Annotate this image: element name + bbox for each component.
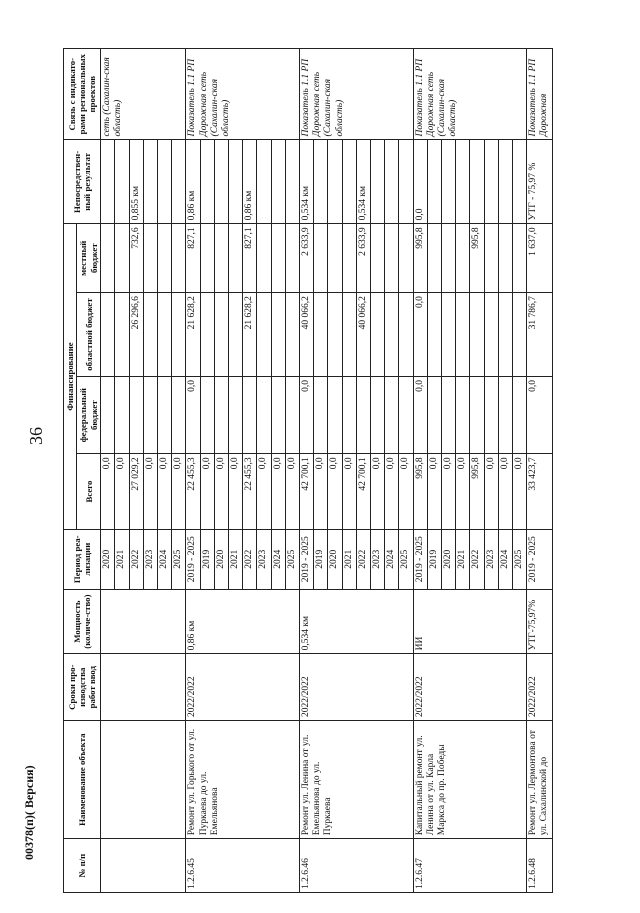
result-cell bbox=[157, 140, 171, 224]
regional-cell bbox=[399, 293, 413, 377]
result-cell bbox=[115, 140, 129, 224]
year-cell: 2023 bbox=[257, 529, 271, 589]
header-name: Наименование объекта bbox=[64, 721, 101, 839]
local-cell bbox=[115, 224, 129, 293]
total-cell: 0,0 bbox=[442, 454, 456, 529]
result-cell: 0,855 км bbox=[129, 140, 143, 224]
federal-cell bbox=[427, 376, 441, 453]
local-cell bbox=[456, 224, 470, 293]
local-cell bbox=[271, 224, 285, 293]
regional-cell bbox=[257, 293, 271, 377]
year-cell: 2024 bbox=[157, 529, 171, 589]
year-cell: 2021 bbox=[456, 529, 470, 589]
local-cell bbox=[513, 224, 527, 293]
federal-cell bbox=[285, 376, 299, 453]
local-cell: 995,8 bbox=[470, 224, 484, 293]
object-name: Капитальный ремонт ул. Ленина от ул. Карла Маркса до пр. Победы bbox=[413, 721, 527, 839]
regional-cell bbox=[484, 293, 498, 377]
header-connection: Связь с индикато-рами региональных проектов bbox=[64, 49, 101, 140]
total-cell: 0,0 bbox=[172, 454, 186, 529]
regional-cell bbox=[285, 293, 299, 377]
local-cell bbox=[285, 224, 299, 293]
result-cell bbox=[228, 140, 242, 224]
regional-cell: 26 296,6 bbox=[129, 293, 143, 377]
local-cell bbox=[385, 224, 399, 293]
federal-cell bbox=[129, 376, 143, 453]
object-name: Ремонт ул. Горького от ул. Пуркаева до ул. Емельянова bbox=[186, 721, 300, 839]
federal-cell bbox=[470, 376, 484, 453]
regional-cell bbox=[101, 293, 115, 377]
result-cell bbox=[385, 140, 399, 224]
total-cell: 0,0 bbox=[101, 454, 115, 529]
local-cell bbox=[498, 224, 512, 293]
year-cell: 2022 bbox=[356, 529, 370, 589]
regional-cell bbox=[442, 293, 456, 377]
result-cell bbox=[399, 140, 413, 224]
regional-cell bbox=[470, 293, 484, 377]
header-regional: областной бюджет bbox=[77, 293, 101, 377]
object-name: Ремонт ул. Ленина от ул. Емельянова до ул. Пуркаева bbox=[299, 721, 413, 839]
federal-cell bbox=[370, 376, 384, 453]
year-cell: 2023 bbox=[370, 529, 384, 589]
object-capacity: УТГ-75,97% bbox=[527, 589, 552, 654]
connection-cell: Показатель 1.1 РП Дорожная bbox=[527, 49, 552, 140]
result-cell bbox=[285, 140, 299, 224]
regional-cell: 31 786,7 bbox=[527, 293, 552, 377]
total-cell: 0,0 bbox=[257, 454, 271, 529]
local-cell bbox=[157, 224, 171, 293]
object-row bbox=[186, 49, 200, 893]
federal-cell bbox=[157, 376, 171, 453]
total-cell: 33 423,7 bbox=[527, 454, 552, 529]
result-cell bbox=[513, 140, 527, 224]
header-financing: Финансирование bbox=[64, 224, 77, 529]
local-cell bbox=[328, 224, 342, 293]
total-cell: 0,0 bbox=[271, 454, 285, 529]
year-cell: 2020 bbox=[442, 529, 456, 589]
result-cell bbox=[370, 140, 384, 224]
regional-cell bbox=[157, 293, 171, 377]
regional-cell bbox=[214, 293, 228, 377]
total-cell: 995,8 bbox=[470, 454, 484, 529]
connection-cell: Показатель 1.1 РП Дорожная сеть (Сахалин-ская область) bbox=[186, 49, 300, 140]
object-num: 1.2.6.47 bbox=[413, 839, 527, 893]
local-cell: 827,1 bbox=[243, 224, 257, 293]
total-cell: 0,0 bbox=[314, 454, 328, 529]
federal-cell bbox=[328, 376, 342, 453]
period-cell: 2019 - 2025 bbox=[299, 529, 313, 589]
federal-cell bbox=[271, 376, 285, 453]
result-cell bbox=[143, 140, 157, 224]
total-cell: 995,8 bbox=[413, 454, 427, 529]
total-cell: 0,0 bbox=[143, 454, 157, 529]
federal-cell bbox=[257, 376, 271, 453]
carryover-cell bbox=[101, 654, 186, 721]
total-cell: 0,0 bbox=[498, 454, 512, 529]
object-row bbox=[527, 49, 552, 893]
carryover-cell bbox=[101, 839, 186, 893]
year-cell: 2025 bbox=[172, 529, 186, 589]
year-cell: 2019 bbox=[200, 529, 214, 589]
result-cell bbox=[328, 140, 342, 224]
local-cell: 1 637,0 bbox=[527, 224, 552, 293]
regional-cell: 21 628,2 bbox=[186, 293, 200, 377]
object-dates: 2022/2022 bbox=[527, 654, 552, 721]
period-cell: 2019 - 2025 bbox=[527, 529, 552, 589]
result-cell bbox=[314, 140, 328, 224]
regional-cell: 21 628,2 bbox=[243, 293, 257, 377]
object-capacity: 0,534 км bbox=[299, 589, 413, 654]
regional-cell bbox=[314, 293, 328, 377]
total-cell: 0,0 bbox=[328, 454, 342, 529]
total-cell: 0,0 bbox=[200, 454, 214, 529]
header-federal: федеральный бюджет bbox=[77, 376, 101, 453]
regional-cell: 40 066,2 bbox=[356, 293, 370, 377]
federal-cell: 0,0 bbox=[413, 376, 427, 453]
result-cell: 0,86 км bbox=[186, 140, 200, 224]
result-cell: 0,86 км bbox=[243, 140, 257, 224]
year-cell: 2021 bbox=[228, 529, 242, 589]
object-capacity: 0,86 км bbox=[186, 589, 300, 654]
local-cell bbox=[442, 224, 456, 293]
carryover-cell bbox=[101, 589, 186, 654]
regional-cell bbox=[115, 293, 129, 377]
total-cell: 22 455,3 bbox=[186, 454, 200, 529]
federal-cell bbox=[385, 376, 399, 453]
total-cell: 27 029,2 bbox=[129, 454, 143, 529]
federal-cell: 0,0 bbox=[299, 376, 313, 453]
federal-cell bbox=[214, 376, 228, 453]
regional-cell bbox=[342, 293, 356, 377]
result-cell bbox=[172, 140, 186, 224]
total-cell: 0,0 bbox=[157, 454, 171, 529]
regional-cell bbox=[513, 293, 527, 377]
year-cell: 2023 bbox=[143, 529, 157, 589]
federal-cell bbox=[456, 376, 470, 453]
object-row bbox=[413, 49, 427, 893]
connection-cell: Показатель 1.1 РП Дорожная сеть (Сахалин-ская область) bbox=[413, 49, 527, 140]
result-cell bbox=[427, 140, 441, 224]
header-total: Всего bbox=[77, 454, 101, 529]
result-cell bbox=[498, 140, 512, 224]
object-name: Ремонт ул. Лермонтова от ул. Сахалинской до bbox=[527, 721, 552, 839]
year-cell: 2021 bbox=[115, 529, 129, 589]
year-cell: 2021 bbox=[342, 529, 356, 589]
local-cell: 995,8 bbox=[413, 224, 427, 293]
object-num: 1.2.6.46 bbox=[299, 839, 413, 893]
result-cell bbox=[442, 140, 456, 224]
result-cell: 0,534 км bbox=[299, 140, 313, 224]
year-cell: 2025 bbox=[399, 529, 413, 589]
result-cell bbox=[200, 140, 214, 224]
federal-cell bbox=[143, 376, 157, 453]
year-cell: 2019 bbox=[314, 529, 328, 589]
object-row bbox=[299, 49, 313, 893]
regional-cell bbox=[370, 293, 384, 377]
local-cell bbox=[257, 224, 271, 293]
regional-cell bbox=[271, 293, 285, 377]
local-cell bbox=[427, 224, 441, 293]
header-num: № п/п bbox=[64, 839, 101, 893]
federal-cell bbox=[101, 376, 115, 453]
total-cell: 0,0 bbox=[385, 454, 399, 529]
financing-table bbox=[63, 48, 553, 893]
result-cell: 0,534 км bbox=[356, 140, 370, 224]
total-cell: 0,0 bbox=[456, 454, 470, 529]
local-cell bbox=[370, 224, 384, 293]
year-cell: 2022 bbox=[470, 529, 484, 589]
header-capacity: Мощность (количе-ство) bbox=[64, 589, 101, 654]
total-cell: 0,0 bbox=[228, 454, 242, 529]
total-cell: 22 455,3 bbox=[243, 454, 257, 529]
local-cell bbox=[143, 224, 157, 293]
total-cell: 0,0 bbox=[484, 454, 498, 529]
regional-cell bbox=[200, 293, 214, 377]
local-cell bbox=[342, 224, 356, 293]
result-cell bbox=[484, 140, 498, 224]
local-cell bbox=[214, 224, 228, 293]
regional-cell: 40 066,2 bbox=[299, 293, 313, 377]
result-cell bbox=[257, 140, 271, 224]
result-cell bbox=[101, 140, 115, 224]
regional-cell: 0,0 bbox=[413, 293, 427, 377]
connection-cell: Показатель 1.1 РП Дорожная сеть (Сахалин-ская область) bbox=[299, 49, 413, 140]
object-dates: 2022/2022 bbox=[413, 654, 527, 721]
local-cell bbox=[314, 224, 328, 293]
header-row-1 bbox=[64, 49, 77, 893]
local-cell bbox=[484, 224, 498, 293]
object-capacity: ИИ bbox=[413, 589, 527, 654]
federal-cell bbox=[356, 376, 370, 453]
total-cell: 0,0 bbox=[427, 454, 441, 529]
regional-cell bbox=[385, 293, 399, 377]
year-cell: 2024 bbox=[498, 529, 512, 589]
regional-cell bbox=[143, 293, 157, 377]
table-row bbox=[101, 49, 115, 893]
result-cell bbox=[214, 140, 228, 224]
local-cell bbox=[101, 224, 115, 293]
federal-cell bbox=[513, 376, 527, 453]
total-cell: 42 700,1 bbox=[299, 454, 313, 529]
year-cell: 2020 bbox=[214, 529, 228, 589]
federal-cell bbox=[442, 376, 456, 453]
federal-cell bbox=[115, 376, 129, 453]
year-cell: 2019 bbox=[427, 529, 441, 589]
header-period: Период реа-лизации bbox=[64, 529, 101, 589]
document-stamp: 00378(п)( Версия) bbox=[22, 765, 36, 860]
object-num: 1.2.6.48 bbox=[527, 839, 552, 893]
year-cell: 2025 bbox=[285, 529, 299, 589]
federal-cell bbox=[172, 376, 186, 453]
local-cell bbox=[228, 224, 242, 293]
year-cell: 2025 bbox=[513, 529, 527, 589]
page-number: 36 bbox=[26, 427, 46, 445]
total-cell: 0,0 bbox=[115, 454, 129, 529]
carryover-cell bbox=[101, 721, 186, 839]
federal-cell: 0,0 bbox=[527, 376, 552, 453]
total-cell: 0,0 bbox=[370, 454, 384, 529]
federal-cell bbox=[200, 376, 214, 453]
object-dates: 2022/2022 bbox=[186, 654, 300, 721]
federal-cell bbox=[342, 376, 356, 453]
local-cell: 2 633,9 bbox=[356, 224, 370, 293]
header-local: местный бюджет bbox=[77, 224, 101, 293]
year-cell: 2020 bbox=[328, 529, 342, 589]
federal-cell bbox=[399, 376, 413, 453]
federal-cell bbox=[498, 376, 512, 453]
regional-cell bbox=[328, 293, 342, 377]
regional-cell bbox=[498, 293, 512, 377]
federal-cell bbox=[314, 376, 328, 453]
total-cell: 42 700,1 bbox=[356, 454, 370, 529]
year-cell: 2024 bbox=[271, 529, 285, 589]
header-dates: Сроки про-изводства работ ввод bbox=[64, 654, 101, 721]
result-cell: УТГ - 75,97 % bbox=[527, 140, 552, 224]
year-cell: 2020 bbox=[101, 529, 115, 589]
regional-cell bbox=[456, 293, 470, 377]
object-num: 1.2.6.45 bbox=[186, 839, 300, 893]
total-cell: 0,0 bbox=[285, 454, 299, 529]
connection-cell: сеть (Сахалин-ская область) bbox=[101, 49, 186, 140]
total-cell: 0,0 bbox=[214, 454, 228, 529]
header-result: Непосредствен-ный результат bbox=[64, 140, 101, 224]
result-cell bbox=[456, 140, 470, 224]
object-dates: 2022/2022 bbox=[299, 654, 413, 721]
total-cell: 0,0 bbox=[513, 454, 527, 529]
period-cell: 2019 - 2025 bbox=[186, 529, 200, 589]
local-cell bbox=[172, 224, 186, 293]
year-cell: 2023 bbox=[484, 529, 498, 589]
local-cell: 2 633,9 bbox=[299, 224, 313, 293]
rotated-table-wrapper bbox=[63, 48, 578, 893]
federal-cell: 0,0 bbox=[186, 376, 200, 453]
result-cell: 0,0 bbox=[413, 140, 427, 224]
total-cell: 0,0 bbox=[342, 454, 356, 529]
period-cell: 2019 - 2025 bbox=[413, 529, 427, 589]
local-cell bbox=[399, 224, 413, 293]
total-cell: 0,0 bbox=[399, 454, 413, 529]
regional-cell bbox=[228, 293, 242, 377]
federal-cell bbox=[484, 376, 498, 453]
year-cell: 2022 bbox=[243, 529, 257, 589]
federal-cell bbox=[243, 376, 257, 453]
federal-cell bbox=[228, 376, 242, 453]
local-cell: 827,1 bbox=[186, 224, 200, 293]
local-cell: 732,6 bbox=[129, 224, 143, 293]
table-body bbox=[101, 49, 553, 893]
local-cell bbox=[200, 224, 214, 293]
year-cell: 2024 bbox=[385, 529, 399, 589]
regional-cell bbox=[172, 293, 186, 377]
regional-cell bbox=[427, 293, 441, 377]
result-cell bbox=[342, 140, 356, 224]
result-cell bbox=[271, 140, 285, 224]
year-cell: 2022 bbox=[129, 529, 143, 589]
result-cell bbox=[470, 140, 484, 224]
